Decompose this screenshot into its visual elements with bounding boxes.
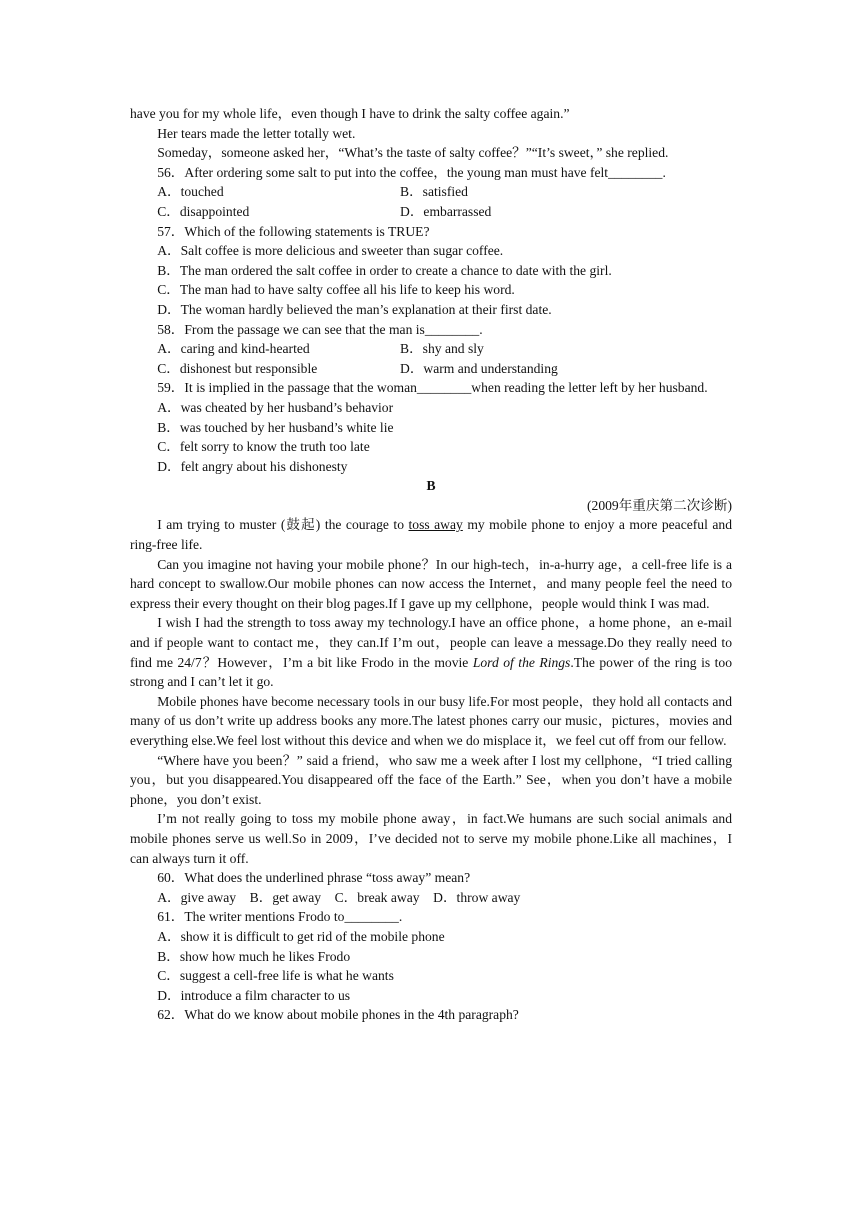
- question-57: 57．Which of the following statements is TRUE?: [157, 223, 430, 239]
- passage-a-line: have you for my whole life，even though I have to drink the salty coffee again.”: [130, 106, 570, 121]
- paragraph-5: “Where have you been？” said a friend，who saw me a week after I lost my cellphone，“I tried calling you，but you disappeared.You disappeared off the face of the Earth.” See，when you don’t have a mobile phone，you don’t exist.: [130, 752, 732, 807]
- question-59: 59．It is implied in the passage that the woman________when reading the letter left by her husband.: [157, 380, 708, 396]
- options-row: [130, 359, 732, 379]
- option-d: D．warm and understanding: [400, 360, 558, 376]
- option-a: A．was cheated by her husband’s behavior: [157, 399, 394, 415]
- option-d: D．embarrassed: [400, 203, 492, 219]
- option-c: C．dishonest but responsible: [157, 360, 318, 376]
- option-d: D．The woman hardly believed the man’s explanation at their first date.: [157, 301, 552, 317]
- option-a: A．caring and kind-hearted: [157, 341, 310, 357]
- underlined-phrase: toss away: [408, 517, 463, 533]
- question-58: 58．From the passage we can see that the man is________.: [157, 321, 483, 337]
- option-b: B．The man ordered the salt coffee in order to create a chance to date with the girl.: [157, 262, 612, 278]
- option-b: B．was touched by her husband’s white lie: [157, 419, 394, 435]
- option-a: A．show it is difficult to get rid of the mobile phone: [157, 928, 445, 944]
- section-heading: B: [426, 478, 436, 494]
- document-page: [130, 104, 732, 1025]
- option-a: A．touched: [157, 184, 224, 200]
- option-b: B．satisfied: [400, 184, 468, 200]
- option-c: C．The man had to have salty coffee all his life to keep his word.: [157, 282, 515, 298]
- paragraph-6: I’m not really going to toss my mobile phone away，in fact.We humans are such social animals and mobile phones serve us well.So in 2009，I’ve decided not to serve my mobile phone.Like all machines，I can always turn it off.: [130, 811, 732, 866]
- movie-title: Lord of the Rings: [472, 654, 571, 670]
- paragraph-text: I wish I had the strength to toss away my technology.I have an office phone，a home phone，an e-mail and if people want to contact me，they can.If I’m out，people can leave a message.Do they really need to find me 24/7？However，I’m a bit like Frodo in the movie: [130, 615, 732, 670]
- passage-a-line: Someday，someone asked her，“What’s the taste of salty coffee？”“It’s sweet，” she replied.: [157, 145, 669, 161]
- option-c: C．disappointed: [157, 203, 250, 219]
- passage-a-line: Her tears made the letter totally wet.: [157, 125, 356, 141]
- option-c: C．suggest a cell-free life is what he wants: [157, 968, 394, 984]
- option-c: C．felt sorry to know the truth too late: [157, 439, 370, 455]
- option-a: A．Salt coffee is more delicious and sweeter than sugar coffee.: [157, 243, 504, 259]
- question-62: 62．What do we know about mobile phones in the 4th paragraph?: [157, 1007, 519, 1023]
- paragraph-text: .The power of the ring is too strong and I can’t let it go.: [130, 654, 733, 690]
- question-56: 56．After ordering some salt to put into the coffee，the young man must have felt________.: [157, 164, 666, 180]
- question-61: 61．The writer mentions Frodo to________.: [157, 909, 403, 925]
- paragraph-text: I am trying to muster (鼓起) the courage to: [157, 517, 409, 533]
- question-60: 60．What does the underlined phrase “toss away” mean?: [157, 870, 471, 886]
- option-d: D．felt angry about his dishonesty: [157, 458, 348, 474]
- source-note: (2009年重庆第二次诊断): [587, 497, 732, 513]
- option-b: B．show how much he likes Frodo: [157, 948, 351, 964]
- paragraph-3: [130, 613, 732, 691]
- paragraph-4: Mobile phones have become necessary tools in our busy life.For most people，they hold all contacts and many of us don’t write up address books any more.The latest phones carry our music，pictures，movies and everything else.We feel lost without this device and when we do misplace it，we feel cut off from our fellow.: [130, 693, 732, 748]
- paragraph-1: [130, 515, 732, 554]
- options-row: [130, 339, 732, 359]
- options-row: [130, 182, 732, 202]
- paragraph-text: my mobile phone to enjoy a more peaceful and ring-free life.: [130, 517, 732, 553]
- options-row: [130, 202, 732, 222]
- option-d: D．introduce a film character to us: [157, 987, 351, 1003]
- option-b: B．shy and sly: [400, 341, 484, 357]
- paragraph-2: Can you imagine not having your mobile phone？In our high-tech，in-a-hurry age，a cell-free life is a hard concept to swallow.Our mobile phones can now access the Internet，and many people feel the need to express their every thought on their blog pages.If I gave up my cellphone，people would think I was mad.: [130, 556, 732, 611]
- options-line: A．give away B．get away C．break away D．throw away: [157, 889, 521, 905]
